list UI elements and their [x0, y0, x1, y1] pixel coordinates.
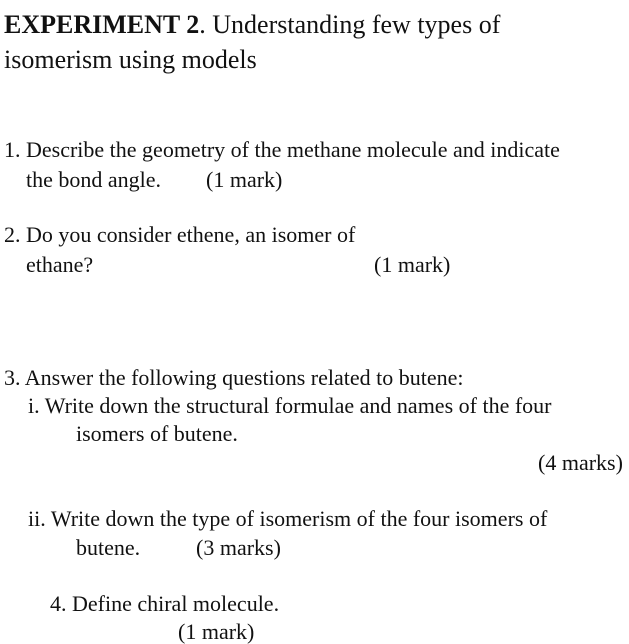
- question-4-marks: (1 mark): [178, 619, 255, 644]
- question-3-text: 3. Answer the following questions related to butene:: [4, 365, 464, 390]
- question-3-part-ii-marks: (3 marks): [196, 535, 281, 560]
- question-3-part-i-marks: (4 marks): [538, 450, 623, 475]
- question-3-part-ii-text-continued: butene.: [76, 535, 141, 560]
- question-1-marks: (1 mark): [206, 167, 283, 192]
- question-2-text-continued: ethane?: [26, 252, 94, 277]
- question-1-text: 1. Describe the geometry of the methane molecule and indicate: [4, 137, 560, 162]
- experiment-title-line-2: isomerism using models: [4, 45, 257, 74]
- question-4-text: 4. Define chiral molecule.: [50, 591, 280, 616]
- experiment-title-line-1: [4, 12, 500, 38]
- question-3-part-i-text: i. Write down the structural formulae and names of the four: [28, 393, 552, 418]
- question-3-part-ii-text: ii. Write down the type of isomerism of the four isomers of: [28, 506, 548, 531]
- question-3-part-i-text-continued: isomers of butene.: [76, 421, 238, 446]
- question-2-text: 2. Do you consider ethene, an isomer of: [4, 222, 356, 247]
- experiment-title-text: . Understanding few types of: [199, 10, 501, 39]
- question-2-marks: (1 mark): [374, 252, 451, 277]
- experiment-label: EXPERIMENT 2: [4, 10, 200, 39]
- question-1-text-continued: the bond angle.: [26, 167, 162, 192]
